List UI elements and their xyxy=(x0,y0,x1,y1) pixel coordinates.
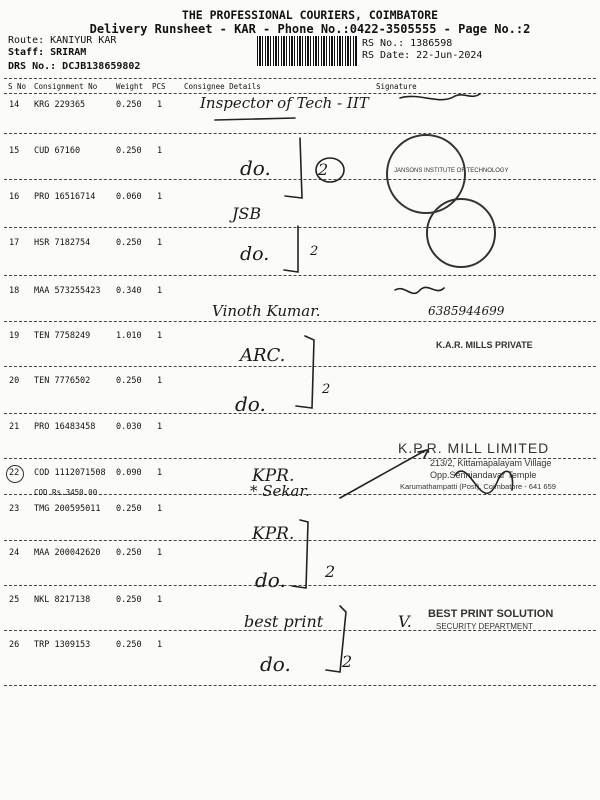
handwriting-row-15: do. xyxy=(240,156,271,180)
row-pcs: 1 xyxy=(157,376,163,386)
scribble-signature-14 xyxy=(400,94,480,100)
bracket-19-20 xyxy=(296,336,314,408)
row-weight: 0.090 xyxy=(116,468,142,478)
row-divider xyxy=(4,321,596,322)
rs-number: RS No.: 1386598 xyxy=(362,38,453,49)
security-dept-stamp: SECURITY DEPARTMENT xyxy=(436,622,533,631)
row-divider xyxy=(4,227,596,228)
bracket-17 xyxy=(284,226,298,272)
seal-text: JANSONS INSTITUTE OF TECHNOLOGY xyxy=(394,168,509,174)
count-mark-15: 2 xyxy=(318,160,329,179)
row-weight: 0.250 xyxy=(116,146,142,156)
underline-14 xyxy=(215,118,295,120)
row-consignment-no: CUD 67160 xyxy=(34,146,81,156)
kpr-stamp-title: K.P.R. MILL LIMITED xyxy=(398,440,550,456)
row-sno: 16 xyxy=(9,192,20,202)
row-pcs: 1 xyxy=(157,331,163,341)
row-consignment-no: TEN 7758249 xyxy=(34,331,91,341)
kar-mills-stamp: K.A.R. MILLS PRIVATE xyxy=(436,340,533,350)
staff-label: Staff: SRIRAM xyxy=(8,47,87,58)
handwriting-row-25: best print xyxy=(244,612,324,631)
row-weight: 0.250 xyxy=(116,548,142,558)
row-pcs: 1 xyxy=(157,504,163,514)
header-rule-top xyxy=(4,78,596,79)
row-divider xyxy=(4,585,596,586)
row-pcs: 1 xyxy=(157,422,163,432)
row-weight: 0.250 xyxy=(116,504,142,514)
row-consignment-no: PRO 16516714 xyxy=(34,192,96,202)
row-weight: 1.010 xyxy=(116,331,142,341)
school-round-seal xyxy=(426,198,496,268)
row-pcs: 1 xyxy=(157,192,163,202)
row-consignment-no: MAA 573255423 xyxy=(34,286,101,296)
handwriting-row-18: Vinoth Kumar. xyxy=(212,302,321,320)
col-sno: S No xyxy=(8,82,27,91)
handwriting-row-22 xyxy=(250,482,310,500)
row-divider xyxy=(4,133,596,134)
row-pcs: 1 xyxy=(157,640,163,650)
row-sno: 15 xyxy=(9,146,20,156)
row-pcs: 1 xyxy=(157,100,163,110)
col-consignment: Consignment No xyxy=(34,82,98,91)
count-mark-24: 2 xyxy=(325,562,336,581)
row-sno: 22 xyxy=(9,468,20,478)
bracket-23-24 xyxy=(292,520,308,588)
route-label: Route: KANIYUR KAR xyxy=(8,35,117,46)
signature-row-25: V. xyxy=(398,612,412,631)
row-consignment-no: MAA 200042620 xyxy=(34,548,101,558)
scribble-signature-18 xyxy=(395,287,444,293)
row-sno: 14 xyxy=(9,100,20,110)
row-consignment-no: NKL 8217138 xyxy=(34,595,91,605)
col-consignee: Consignee Details xyxy=(184,82,261,91)
best-print-stamp: BEST PRINT SOLUTION xyxy=(428,608,554,620)
runsheet-subtitle: Delivery Runsheet - KAR - Phone No.:0422-3505555 - Page No.:2 xyxy=(89,22,531,36)
row-weight: 0.060 xyxy=(116,192,142,202)
kpr-stamp-line-1: 213/2, Kittamapalayam Village xyxy=(430,458,552,468)
barcode xyxy=(257,36,357,66)
row-weight: 0.250 xyxy=(116,595,142,605)
col-pcs: PCS xyxy=(152,82,166,91)
row-weight: 0.250 xyxy=(116,238,142,248)
handwriting-row-26: do. xyxy=(260,652,291,676)
row-sno: 20 xyxy=(9,376,20,386)
col-signature: Signature xyxy=(376,82,417,91)
bracket-15 xyxy=(285,138,302,198)
col-weight: Weight xyxy=(116,82,144,91)
row-consignment-no: HSR 7182754 xyxy=(34,238,91,248)
row-sno: 26 xyxy=(9,640,20,650)
row-pcs: 1 xyxy=(157,238,163,248)
handwriting-row-14: Inspector of Tech - IIT xyxy=(200,94,369,112)
handwriting-row-21: KPR. xyxy=(252,466,295,486)
row-consignment-no: COD 1112071508 xyxy=(34,468,106,478)
row-weight: 0.030 xyxy=(116,422,142,432)
row-pcs: 1 xyxy=(157,286,163,296)
row-consignment-no: TMG 200595011 xyxy=(34,504,101,514)
sekar-prefix-mark: * xyxy=(250,482,263,500)
row-weight: 0.250 xyxy=(116,100,142,110)
row-pcs: 1 xyxy=(157,146,163,156)
row-sno: 23 xyxy=(9,504,20,514)
row-consignment-no: TEN 7776502 xyxy=(34,376,91,386)
row-divider xyxy=(4,366,596,367)
kpr-stamp-line-3: Karumathampatti (Post), Coimbatore - 641 659 xyxy=(400,482,556,491)
handwriting-row-20: do. xyxy=(235,392,266,416)
kpr-stamp-line-2: Opp.Senniandavar Temple xyxy=(430,470,537,480)
row-weight: 0.340 xyxy=(116,286,142,296)
handwriting-row-24: do. xyxy=(255,568,286,592)
sekar-text: Sekar. xyxy=(262,482,310,500)
row-sno: 21 xyxy=(9,422,20,432)
row-sno: 25 xyxy=(9,595,20,605)
handwriting-row-17: do. xyxy=(240,243,270,265)
row-sno: 24 xyxy=(9,548,20,558)
row-divider xyxy=(4,540,596,541)
row-pcs: 1 xyxy=(157,468,163,478)
rs-date: RS Date: 22-Jun-2024 xyxy=(362,50,483,61)
row-divider xyxy=(4,413,596,414)
cod-amount-note: COD Rs.3450.00 xyxy=(34,488,98,497)
drs-number: DRS No.: DCJB138659802 xyxy=(8,61,141,72)
row-consignment-no: TRP 1309153 xyxy=(34,640,91,650)
handwriting-row-23: KPR. xyxy=(252,524,295,544)
row-weight: 0.250 xyxy=(116,640,142,650)
row-sno: 19 xyxy=(9,331,20,341)
row-divider xyxy=(4,275,596,276)
handwriting-row-16: JSB xyxy=(232,204,262,223)
row-weight: 0.250 xyxy=(116,376,142,386)
count-mark-17: 2 xyxy=(310,244,319,259)
row-sno: 17 xyxy=(9,238,20,248)
company-title: THE PROFESSIONAL COURIERS, COIMBATORE xyxy=(181,8,439,22)
row-consignment-no: KRG 229365 xyxy=(34,100,86,110)
count-mark-20: 2 xyxy=(322,382,331,397)
handwriting-row-19: ARC. xyxy=(240,345,286,366)
count-mark-26: 2 xyxy=(342,652,353,671)
row-divider xyxy=(4,179,596,180)
row-sno: 18 xyxy=(9,286,20,296)
row-pcs: 1 xyxy=(157,595,163,605)
signature-phone-18: 6385944699 xyxy=(428,304,505,318)
row-divider xyxy=(4,685,596,686)
row-pcs: 1 xyxy=(157,548,163,558)
row-22-circle-mark xyxy=(6,465,24,483)
row-consignment-no: PRO 16483458 xyxy=(34,422,96,432)
